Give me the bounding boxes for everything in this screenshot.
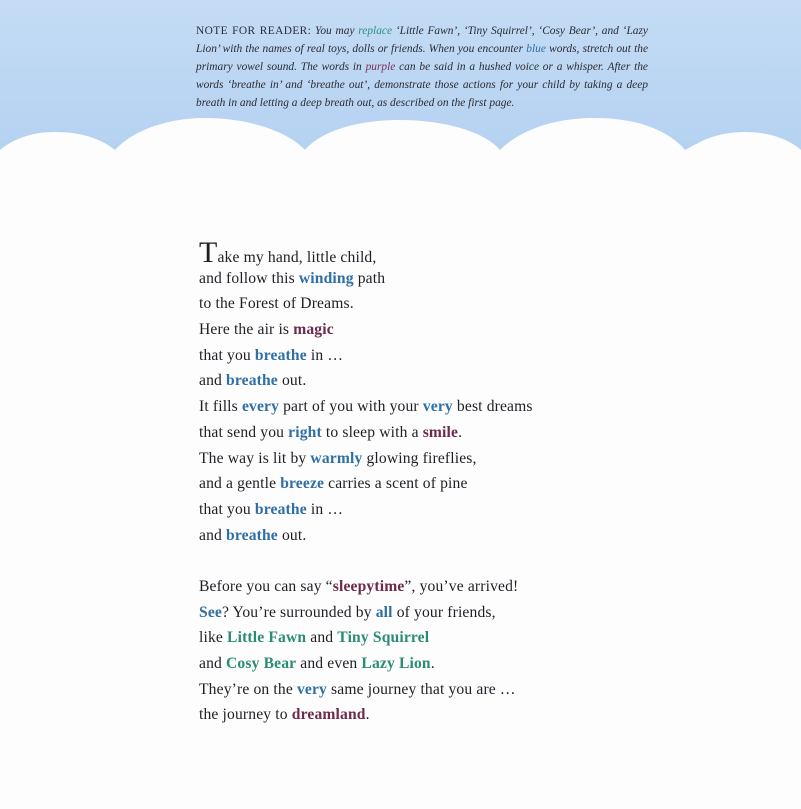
story-text-segment: warmly — [310, 449, 363, 467]
story-line-11 — [199, 497, 639, 523]
story-text-segment: to sleep with a — [321, 423, 423, 441]
story-line-1 — [199, 236, 639, 269]
story-text-segment: ‘Little Fawn’, ‘Tiny Squirrel’, ‘Cosy Bear’, and ‘Lazy Lion’ with the names of real toys, dolls or friends. When you encounter — [196, 25, 648, 55]
story-text-segment: magic — [293, 321, 334, 339]
story-text-segment: breathe — [254, 500, 307, 518]
story-text-segment: part of you with your — [279, 398, 423, 416]
story-text-segment: sleepytime — [332, 577, 405, 595]
story-text-segment: It fills — [199, 398, 242, 416]
story-line-4 — [199, 317, 639, 343]
story-text-segment: all — [375, 603, 393, 621]
story-text-segment: You may — [315, 25, 355, 37]
story-line-7 — [199, 394, 639, 420]
story-text-segment: dreamland — [291, 706, 366, 724]
story-text-segment: every — [241, 398, 280, 416]
story-line-16 — [199, 651, 639, 677]
story-line-8 — [199, 420, 639, 446]
story-text-segment: out. — [277, 526, 307, 544]
story-text-segment: that you — [199, 500, 255, 518]
story-text-segment: out. — [277, 372, 307, 390]
story-line-18 — [199, 702, 639, 728]
story-text-segment: and — [199, 655, 227, 672]
story-text-segment: Tiny Squirrel — [337, 629, 430, 647]
story-text-segment: carries a scent of pine — [324, 475, 468, 493]
story-text-segment: words, stretch out the primary vowel sound. The words in — [196, 43, 648, 73]
story-text-segment: in … — [306, 346, 344, 364]
story-text-segment: like — [199, 629, 228, 647]
story-line-14 — [199, 600, 639, 626]
note-for-reader — [196, 22, 648, 112]
story-text-segment: in … — [306, 500, 344, 518]
story-text-segment: and — [199, 372, 227, 390]
story-text-segment: to the Forest of Dreams. — [199, 295, 354, 313]
story-text-segment: breeze — [280, 475, 325, 493]
story-text-segment: path — [353, 269, 386, 287]
story-text-segment: the journey to — [199, 706, 292, 724]
story-line-6 — [199, 368, 639, 394]
stanza-break — [199, 548, 639, 574]
story-text-segment: best dreams — [452, 398, 533, 416]
story-text-segment: Here the air is — [199, 321, 294, 339]
story-line-15 — [199, 625, 639, 651]
story-text-segment: that you — [199, 346, 255, 364]
story-text-segment: breathe — [226, 526, 278, 544]
note-lead: NOTE FOR READER: — [196, 25, 312, 37]
story-text-segment: very — [296, 680, 327, 698]
story-text-segment: . — [458, 423, 463, 441]
story-text-segment: and even — [296, 655, 362, 672]
story-line-17 — [199, 677, 639, 703]
story-text-segment: breathe — [226, 372, 278, 390]
drop-cap: T — [199, 236, 218, 269]
note-keyword-purple: purple — [365, 61, 396, 73]
story-text-segment: Cosy Bear — [226, 655, 297, 672]
story-text-segment: same journey that you are … — [326, 680, 516, 698]
story-line-13 — [199, 574, 639, 600]
story-text-segment: smile — [422, 423, 459, 441]
story-text-segment: ”, you’ve arrived! — [404, 577, 519, 595]
story-text-segment: breathe — [254, 346, 307, 364]
story-line-10 — [199, 471, 639, 497]
story-text-segment: They’re on the — [199, 680, 297, 698]
story-text-segment: . — [365, 706, 370, 724]
story-line-9 — [199, 446, 639, 472]
story-text-segment: and — [199, 526, 227, 544]
story-text-segment: The way is lit by — [199, 449, 311, 467]
story-text-segment: Before you can say “ — [199, 577, 333, 595]
story-text — [199, 236, 639, 728]
story-text-segment: right — [288, 423, 322, 441]
story-text-segment: See — [199, 603, 222, 621]
story-text-segment: glowing fireflies, — [362, 449, 477, 467]
story-text-segment: Little Fawn — [227, 629, 307, 647]
story-text-segment: can be said in a hushed voice or a whisper. After the words ‘breathe in’ and ‘breathe out’, demonstrate those actions for your child by taking a deep breath in and letting a deep breath out, as described on the first page. — [196, 61, 648, 109]
note-keyword-blue: blue — [526, 43, 546, 55]
story-text-segment: ? You’re surrounded by — [221, 603, 376, 621]
story-text-segment: ake my hand, little child, — [217, 249, 377, 266]
story-text-segment: winding — [298, 269, 354, 287]
note-keyword-replace: replace — [358, 25, 393, 37]
story-text-segment: very — [422, 398, 453, 416]
story-text-segment: of your friends, — [392, 603, 496, 621]
story-line-3 — [199, 291, 639, 317]
story-text-segment: that send you — [199, 423, 289, 441]
story-text-segment: . — [430, 655, 435, 672]
story-line-5 — [199, 343, 639, 369]
story-line-12 — [199, 523, 639, 549]
story-text-segment: and — [306, 629, 338, 647]
story-text-segment: Lazy Lion — [361, 655, 431, 672]
story-text-segment: and follow this — [199, 269, 299, 287]
story-text-segment: and a gentle — [199, 475, 281, 493]
story-line-2 — [199, 266, 639, 292]
